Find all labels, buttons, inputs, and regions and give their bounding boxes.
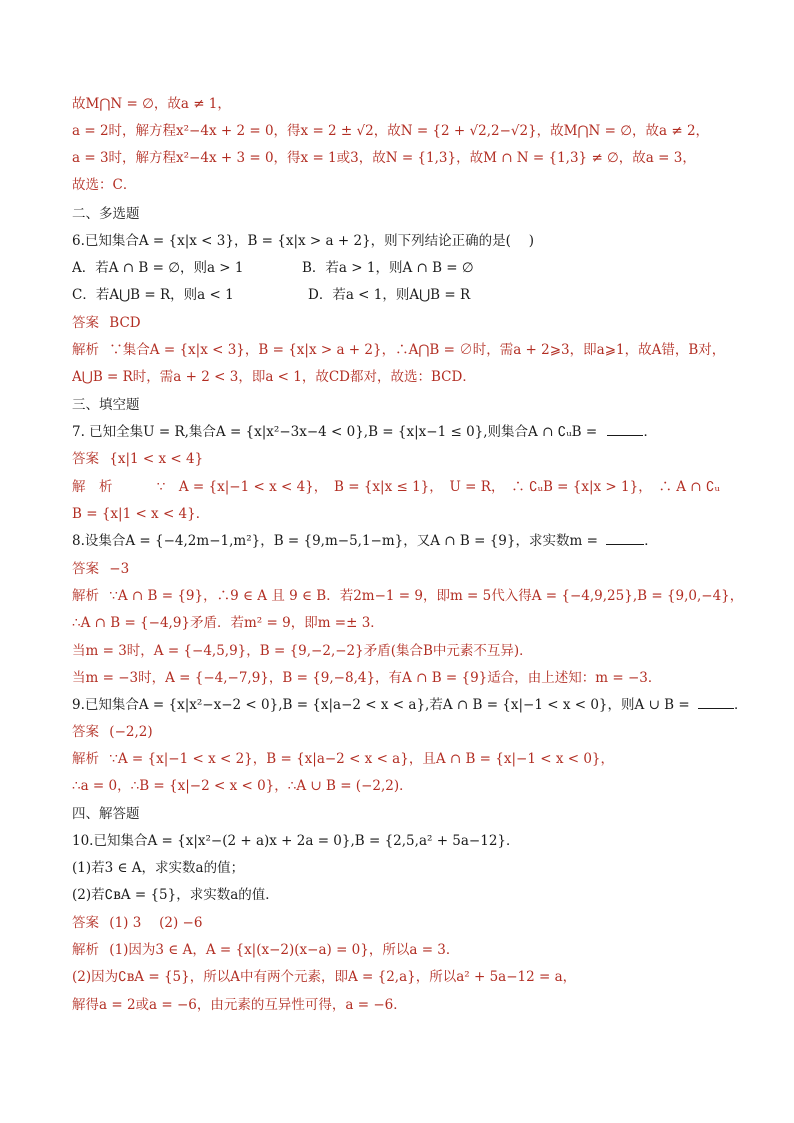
- answer-label: 答案: [72, 561, 99, 577]
- section-heading-fill: 三、填空题: [72, 397, 140, 413]
- answer-blank: [607, 421, 643, 436]
- q8-answer: [72, 558, 754, 580]
- q7-answer: [72, 448, 754, 470]
- question-9: 9.已知集合A = {x|x²−x−2 < 0},B = {x|a−2 < x < a},若A ∩ B = {x|−1 < x < 0}，则A ∪ B = ．: [72, 694, 754, 716]
- question-9-text: 9.已知集合A = {x|x²−x−2 < 0},B = {x|a−2 < x < a},若A ∩ B = {x|−1 < x < 0}，则A ∪ B =: [72, 697, 690, 713]
- q6-explanation-1: [72, 339, 754, 361]
- q6-option-c: C．若A⋃B = R，则a < 1: [72, 287, 234, 303]
- question-6: 6.已知集合A = {x|x < 3}，B = {x|x > a + 2}，则下列结论正确的是( ): [72, 233, 534, 249]
- answer-value: BCD: [109, 315, 141, 331]
- q6-options-row2: [72, 284, 754, 306]
- answer-value: {x|1 < x < 4}: [109, 451, 204, 467]
- line-2: a = 2时，解方程x²−4x + 2 = 0，得x = 2 ± √2，故N = {2 + √2,2−√2}，故M⋂N = ∅，故a ≠ 2，: [72, 123, 710, 139]
- question-10: 10.已知集合A = {x|x²−(2 + a)x + 2a = 0},B = {2,5,a² + 5a−12}．: [72, 833, 520, 849]
- q10-explanation-3: 解得a = 2或a = −6，由元素的互异性可得，a = −6．: [72, 997, 407, 1013]
- q8-explanation-4: 当m = −3时，A = {−4,−7,9}，B = {9,−8,4}，有A ∩ B = {9}适合，由上述知：m = −3．: [72, 670, 662, 686]
- line-1: 故M⋂N = ∅，故a ≠ 1，: [72, 96, 231, 112]
- answer-value: (−2,2): [109, 724, 153, 740]
- explanation-label: 解析: [72, 751, 99, 767]
- explanation-label: 解析: [72, 342, 99, 358]
- section-heading-answer: 四、解答题: [72, 806, 140, 822]
- q8-explanation-3: 当m = 3时，A = {−4,5,9}，B = {9,−2,−2}矛盾(集合B中元素不互异)．: [72, 643, 533, 659]
- q6-option-a: A．若A ∩ B = ∅，则a > 1: [72, 260, 244, 276]
- q8-explanation-2: ∴A ∩ B = {−4,9}矛盾．若m² = 9，即m =± 3．: [72, 615, 384, 631]
- q9-explanation-1: [72, 748, 754, 770]
- q9-answer: [72, 721, 754, 743]
- question-7-text: 7. 已知全集U = R,集合A = {x|x²−3x−4 < 0},B = {x|x−1 ≤ 0},则集合A ∩ ∁ᵤB =: [72, 424, 598, 440]
- q10-explanation-1: [72, 939, 754, 961]
- explanation-text: ∵集合A = {x|x < 3}，B = {x|x > a + 2}，∴A⋂B = ∅时，需a + 2⩾3，即a⩾1，故A错，B对，: [109, 342, 726, 358]
- question-10-part-2: (2)若∁ʙA = {5}，求实数a的值．: [72, 887, 279, 903]
- q7-explanation-2: B = {x|1 < x < 4}．: [72, 506, 210, 522]
- explanation-label: 解析: [72, 588, 99, 604]
- q9-explanation-2: ∴a = 0，∴B = {x|−2 < x < 0}，∴A ∪ B = (−2,2)．: [72, 778, 413, 794]
- line-4: 故选：C．: [72, 177, 137, 193]
- explanation-text: ∵ A = {x|−1 < x < 4}， B = {x|x ≤ 1}， U = R， ∴ ∁ᵤB = {x|x > 1}， ∴ A ∩ ∁ᵤ: [156, 479, 720, 495]
- q6-explanation-2: A⋃B = R时，需a + 2 < 3，即a < 1，故CD都对，故选：BCD．: [72, 369, 476, 385]
- explanation-text: ∵A = {x|−1 < x < 2}，B = {x|a−2 < x < a}，且A ∩ B = {x|−1 < x < 0}，: [109, 751, 615, 767]
- explanation-label: 解 析: [72, 479, 113, 495]
- answer-blank: [698, 694, 734, 709]
- answer-value: −3: [109, 561, 130, 577]
- answer-label: 答案: [72, 724, 99, 740]
- section-heading-multi: 二、多选题: [72, 206, 140, 222]
- question-8-text: 8.设集合A = {−4,2m−1,m²}，B = {9,m−5,1−m}，又A ∩ B = {9}，求实数m =: [72, 533, 598, 549]
- explanation-label: 解析: [72, 942, 99, 958]
- q6-option-b: B．若a > 1，则A ∩ B = ∅: [302, 260, 474, 276]
- q7-explanation-1: [72, 476, 754, 498]
- answer-label: 答案: [72, 915, 99, 931]
- q10-answer: [72, 912, 754, 934]
- explanation-text: (1)因为3 ∈ A，A = {x|(x−2)(x−a) = 0}，所以a = 3．: [109, 942, 460, 958]
- question-8: 8.设集合A = {−4,2m−1,m²}，B = {9,m−5,1−m}，又A ∩ B = {9}，求实数m = ．: [72, 530, 754, 552]
- q6-option-d: D．若a < 1，则A⋃B = R: [308, 287, 471, 303]
- q10-explanation-2: (2)因为∁ʙA = {5}，所以A中有两个元素，即A = {2,a}，所以a² + 5a−12 = a，: [72, 969, 577, 985]
- answer-blank: [606, 530, 644, 545]
- explanation-text: ∵A ∩ B = {9}，∴9 ∈ A 且 9 ∈ B．若2m−1 = 9，即m = 5代入得A = {−4,9,25},B = {9,0,−4}，: [109, 588, 744, 604]
- line-3: a = 3时，解方程x²−4x + 3 = 0，得x = 1或3，故N = {1,3}，故M ∩ N = {1,3} ≠ ∅，故a = 3，: [72, 150, 696, 166]
- question-7: 7. 已知全集U = R,集合A = {x|x²−3x−4 < 0},B = {x|x−1 ≤ 0},则集合A ∩ ∁ᵤB = ．: [72, 421, 754, 443]
- answer-label: 答案: [72, 315, 99, 331]
- answer-value: (1) 3 (2) −6: [109, 915, 203, 931]
- q6-options-row1: [72, 257, 754, 279]
- question-10-part-1: (1)若3 ∈ A，求实数a的值；: [72, 860, 245, 876]
- answer-label: 答案: [72, 451, 99, 467]
- q6-answer: [72, 312, 754, 334]
- q8-explanation-1: [72, 585, 754, 607]
